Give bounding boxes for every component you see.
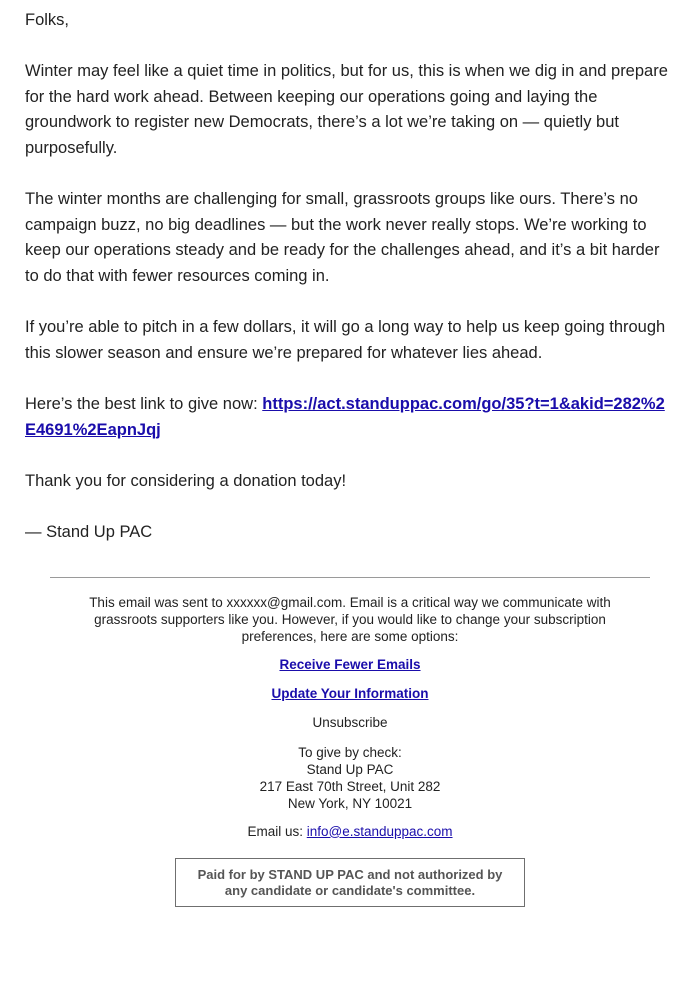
email-footer [50,577,650,841]
signoff: — Stand Up PAC [25,522,153,541]
body-paragraph-1: Winter may feel like a quiet time in politics, but for us, this is when we dig in and prepare for the hard work ahead. Between keeping our operations going and laying the groundwork to register new Democrats, there’s a lot we’re taking on — quietly but purposefully. [25,62,668,157]
thanks-line: Thank you for considering a donation today! [25,471,347,490]
email-us-label: Email us: [247,823,307,839]
unsubscribe-text[interactable]: Unsubscribe [312,714,388,730]
contact-email-link[interactable]: info@e.standuppac.com [306,823,453,839]
body-paragraph-3: If you’re able to pitch in a few dollars, it will go a long way to help us keep going through this slower season and ensure we’re prepared for whatever lies ahead. [25,318,666,362]
update-information-link[interactable]: Update Your Information [271,686,429,702]
check-heading: To give by check: [298,744,402,760]
greeting: Folks, [25,11,70,29]
update-info-row [50,686,650,703]
mailing-address [50,744,650,812]
paid-for-disclaimer [175,858,525,907]
give-link-intro: Here’s the best link to give now: [25,394,263,413]
fewer-emails-row [50,657,650,674]
receive-fewer-emails-link[interactable]: Receive Fewer Emails [279,657,421,673]
body-paragraph-2: The winter months are challenging for small, grassroots groups like ours. There’s no campaign buzz, no big deadlines — but the work never really stops. We’re working to keep our operations steady and be ready for the challenges ahead, and it’s a bit harder to do that with fewer resources coming in. [25,190,660,285]
address-name: Stand Up PAC [306,761,394,777]
footer-notice: This email was sent to xxxxxx@gmail.com. Email is a critical way we communicate with grassroots supporters like you. However, if you would like to change your subscription preferences, here are some options: [89,595,611,644]
email-body [25,8,675,571]
address-street: 217 East 70th Street, Unit 282 [259,778,441,794]
disclaimer-text: Paid for by STAND UP PAC and not authorized by any candidate or candidate's committee. [197,867,503,898]
donate-link[interactable]: https://act.standuppac.com/go/35?t=1&akid=282%2E4691%2EapnJqj [25,394,665,439]
contact-row [50,824,650,841]
give-link-paragraph [25,392,675,443]
address-city: New York, NY 10021 [287,795,413,811]
